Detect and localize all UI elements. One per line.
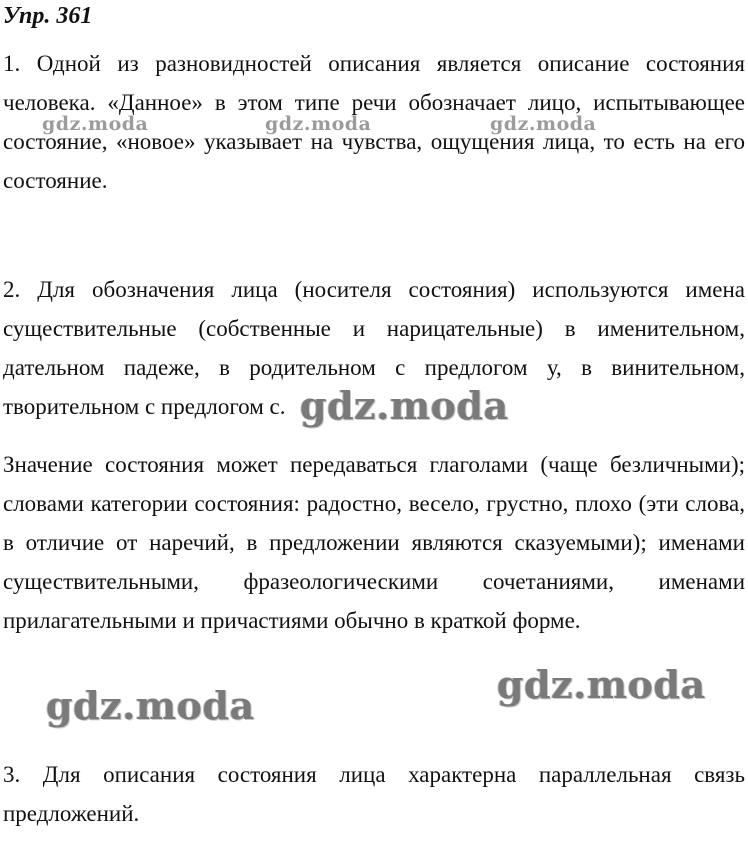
exercise-title: Упр. 361 [3,3,93,29]
watermark: gdz.moda [497,662,706,707]
watermark: gdz.moda [42,113,149,135]
paragraph-4: 3. Для описания состояния лица характерна параллельная связь предложений. [3,762,745,826]
paragraph-3: Значение состояния может передаваться глаголами (чаще безличными); словами категории состояния: радостно, весело, грустно, плохо (эти слова, в отличие от наречий, в предложении являются сказуемыми); именами существительными, фразеологическими сочетаниями, именами прилагательными и причастиями обычно в краткой форме. [3,452,745,633]
paragraph-2: 2. Для обозначения лица (носителя состояния) используются имена существительные (собственные и нарицательные) в именительном, дательном падеже, в родительном с предлогом у, в винительном, творительном с предлогом с. [3,277,745,419]
watermark: gdz.moda [265,113,372,135]
paragraph-1: 1. Одной из разновидностей описания является описание состояния человека. «Данное» в этом типе речи обозначает лицо, испытывающее состояние, «новое» указывает на чувства, ощущения лица, то есть на его состояние. [3,51,745,193]
watermark: gdz.moda [300,383,509,428]
watermark: gdz.moda [490,113,597,135]
watermark: gdz.moda [46,683,255,728]
